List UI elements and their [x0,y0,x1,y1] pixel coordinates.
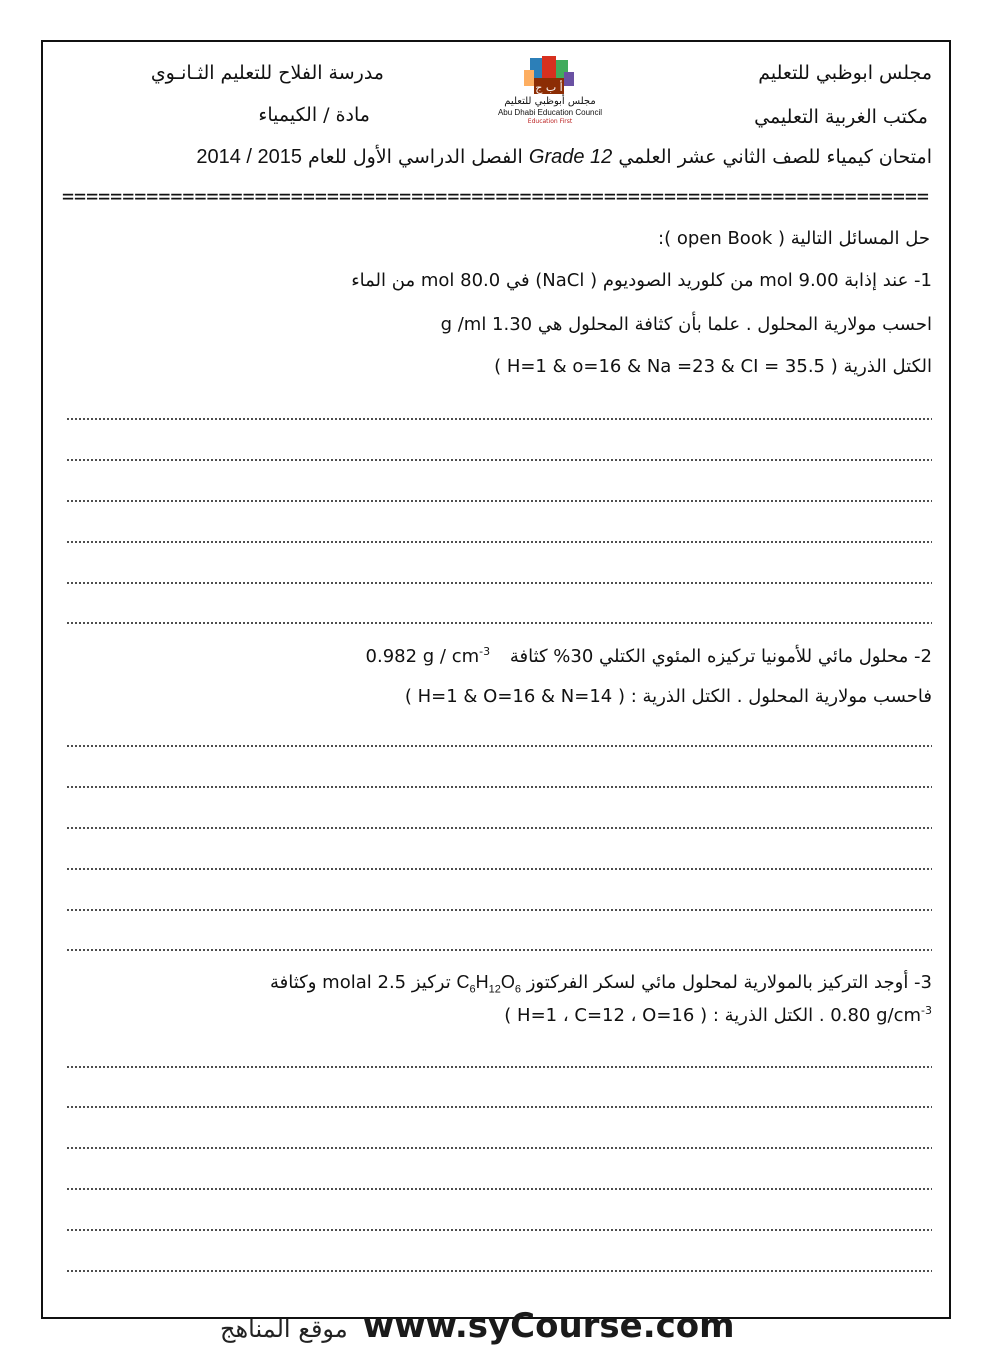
q2-line1 [366,645,932,667]
office-name: مكتب الغربية التعليمي [754,106,928,128]
q3-text1: 3- أوجد التركيز بالمولارية لمحلول مائي لسكر الفركتوز [526,972,932,993]
exam-title-part2: الفصل الدراسي الأول للعام [308,146,523,168]
logo-text-en: Abu Dhabi Education Council [497,108,603,117]
q3-line1 [270,972,932,996]
answer-line [66,459,932,461]
answer-line [66,1188,932,1190]
exam-grade: Grade 12 [528,146,613,168]
q2-text2: فاحسب مولارية المحلول . الكتل الذرية : [630,686,932,707]
answer-line [66,500,932,502]
q3-text2: تركيز 2.5 molal وكثافة [270,972,451,993]
answer-line [66,1147,932,1149]
instructions [658,228,930,249]
q3-density-value: 0.80 g/cm [830,1005,922,1026]
q2-density-value: 0.982 g / cm [365,646,480,667]
answer-line [66,745,932,747]
q1-line3 [494,356,932,377]
answer-line [66,1106,932,1108]
answer-line [66,1270,932,1272]
answer-line [66,622,932,624]
answer-line [66,1066,932,1068]
answer-line [66,868,932,870]
q1-atomic-label: الكتل الذرية [843,356,932,377]
answer-line [66,418,932,420]
answer-line [66,582,932,584]
q2-density-exp: -3 [479,645,491,658]
q1-line2: احسب مولارية المحلول . علما بأن كثافة المحلول هي g /ml 1.30 [440,314,932,335]
logo-tagline: Education First [527,118,573,125]
q1-line1: 1- عند إذابة 9.00 mol من كلوريد الصوديوم ( NaCl) في 80.0 mol من الماء [351,270,932,291]
q2-atomic-values: ( H=1 & O=16 & N=14 ) [404,686,626,707]
footer-url[interactable]: www.syCourse.com [362,1306,735,1346]
q2-text: 2- محلول مائي للأمونيا تركيزه المئوي الكتلي 30% كثافة [509,646,932,667]
separator-line: ======================================================================== [62,184,929,208]
q2-line2 [405,686,932,707]
answer-line [66,909,932,911]
q3-formula: $C_6H_{12}O_6$ [456,972,521,996]
answer-line [66,1229,932,1231]
answer-line [66,827,932,829]
exam-title [196,146,932,169]
answer-line [66,541,932,543]
q3-density [830,1005,932,1026]
q3-density-exp: -3 [921,1004,932,1017]
subject-label: مادة / الكيمياء [258,104,370,126]
q3-atomic-values: ( H=1 ، C=12 ، O=16 ) [504,1005,708,1026]
answer-line [66,786,932,788]
council-name: مجلس ابوظبي للتعليم [758,62,932,84]
logo-text-ar: مجلس أبوظبي للتعليم [504,96,596,107]
q3-atomic-label: . الكتل الذرية : [712,1005,825,1026]
exam-title-part1: امتحان كيمياء للصف الثاني عشر العلمي [618,146,932,168]
council-logo [488,56,612,126]
svg-text:أ ب ج: أ ب ج [535,81,563,94]
instructions-text: حل المسائل التالية [790,228,930,249]
footer-watermark [220,1306,735,1346]
school-name: مدرسة الفلاح للتعليم الثـانـوي [150,62,384,84]
footer-site-name: موقع المناهج [220,1315,348,1343]
q1-atomic-values: ( H=1 & o=16 & Na =23 & CI = 35.5 ) [494,356,838,377]
exam-year: 2014 / 2015 [196,146,302,168]
q2-density [366,646,491,667]
q3-line2 [504,1004,932,1026]
answer-line [66,949,932,951]
open-book-note: ( open Book ): [658,228,786,249]
